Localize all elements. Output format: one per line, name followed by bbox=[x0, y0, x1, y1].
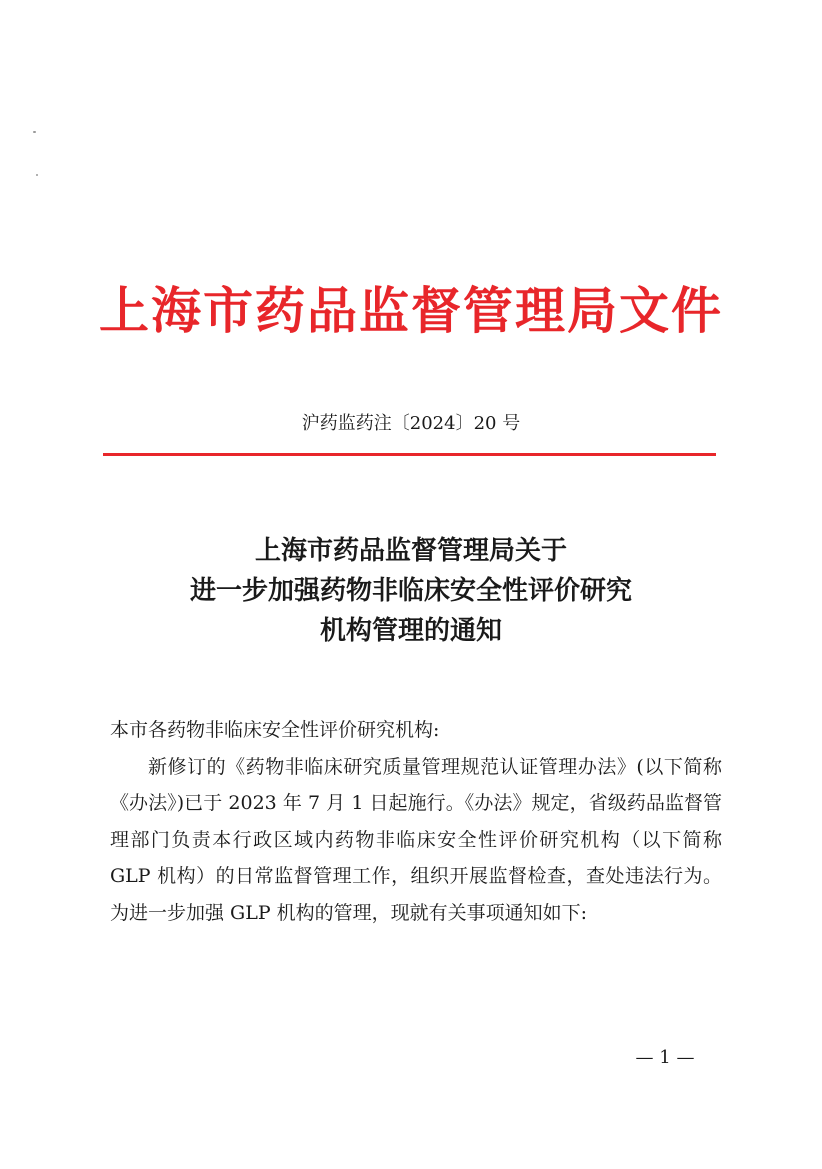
title-line-2: 进一步加强药物非临床安全性评价研究 bbox=[189, 576, 632, 606]
salutation: 本市各药物非临床安全性评价研究机构: bbox=[110, 719, 440, 741]
red-divider-line bbox=[103, 453, 716, 456]
notice-title bbox=[0, 531, 822, 651]
body-paragraph-1: 新修订的《药物非临床研究质量管理规范认证管理办法》(以下简称《办法》)已于 2023 年 7 月 1 日起施行。《办法》规定，省级药品监督管理部门负责本行政区域内药物非临床安全性评价研究机构（以下简称 GLP 机构）的日常监督管理工作，组织开展监督检查，查处违法行为。为进一步加强 GLP 机构的管理，现就有关事项通知如下: bbox=[110, 755, 722, 924]
document-number: 沪药监药注〔2024〕20 号 bbox=[301, 413, 521, 434]
title-line-3: 机构管理的通知 bbox=[319, 616, 502, 646]
letterhead-title: 上海市药品监督管理局文件 bbox=[99, 281, 723, 340]
page-number: — 1 — bbox=[635, 1047, 695, 1068]
scan-speck bbox=[36, 174, 38, 176]
scan-speck bbox=[33, 131, 36, 133]
document-body bbox=[110, 712, 722, 931]
title-line-1: 上海市药品监督管理局关于 bbox=[254, 536, 567, 566]
